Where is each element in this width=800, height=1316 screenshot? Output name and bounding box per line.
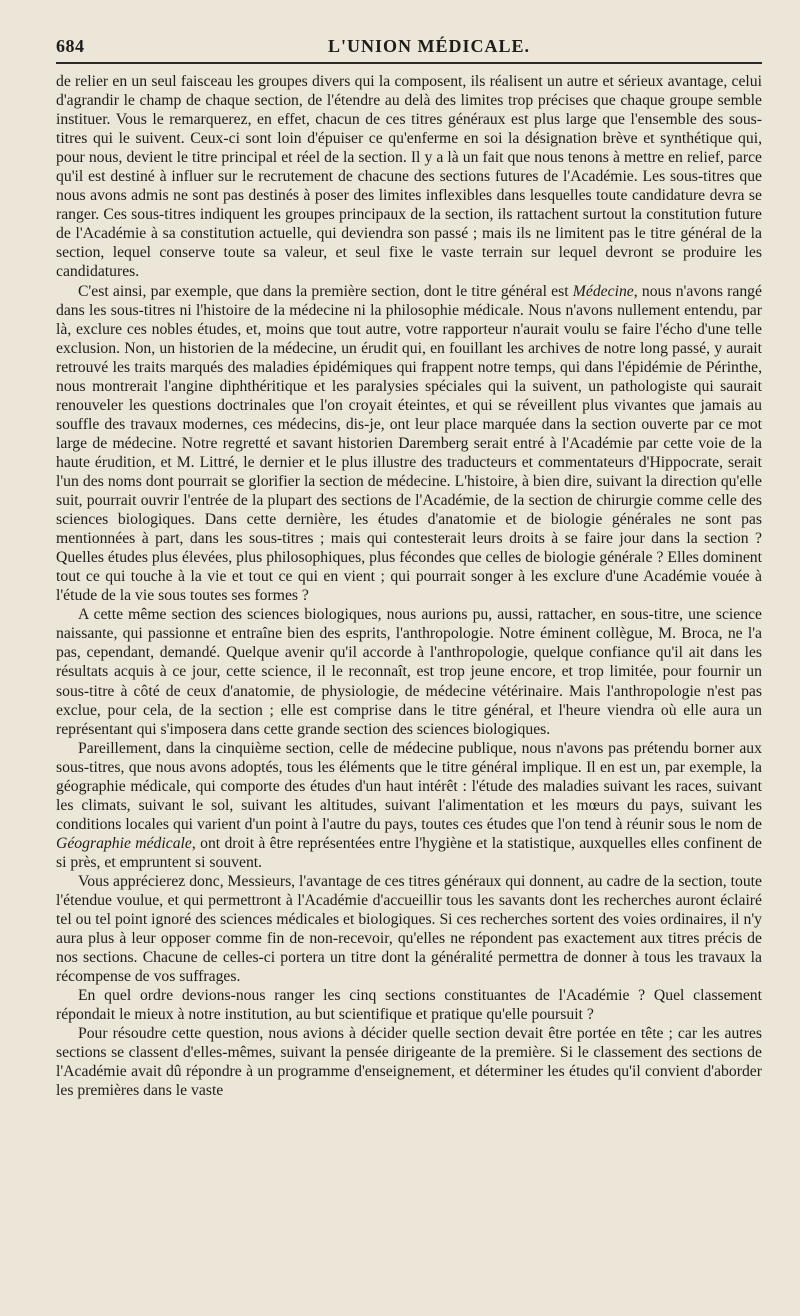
body-text	[56, 72, 762, 1101]
paragraph-4-emphasis: Géographie médicale	[56, 834, 192, 852]
paragraph-4-rest: , ont droit à être représentées entre l'hygiène et la statistique, auxquelles elles confinent de si près, et empruntent si souvent.	[56, 834, 763, 871]
paragraph-7: Pour résoudre cette question, nous avions à décider quelle section devait être portée en tête ; car les autres sections se classent d'elles-mêmes, suivant la pensée dirigeante de la première. Si le classement des sections de l'Académie avait dû répondre à un programme d'enseignement, et déterminer les études qu'il convient d'aborder les premières dans le vaste	[56, 1025, 762, 1100]
paragraph-2	[56, 282, 762, 606]
paragraph-4-start: Pareillement, dans la cinquième section, celle de médecine publique, nous n'avons pas prétendu borner aux sous-titres, que nous avons adoptés, tous les éléments que le titre général implique. Il en est un, par exemple, la géographie médicale, qui comporte des études d'un haut intérêt : l'étude des maladies suivant les races, suivant les climats, suivant le sol, suivant les altitudes, suivant l'alimentation et les mœurs du pays, suivant les conditions locales qui varient d'un point à l'autre du pays, toutes ces études que l'on tend à réunir sous le nom de	[56, 739, 762, 833]
paragraph-5: Vous apprécierez donc, Messieurs, l'avantage de ces titres généraux qui donnent, au cadre de la section, toute l'étendue voulue, et qui permettront à l'Académie d'accueillir tous les savants dont les recherches auront éclairé tel ou tel point ignoré des sciences médicales et biologiques. Si ces recherches sortent des voies ordinaires, il n'y aura plus à leur opposer comme fin de non-recevoir, qu'elles ne répondent pas exactement aux titres précis de nos sections. Chacune de celles-ci portera un titre dont la généralité permettra de donner à tous les travaux la récompense de vos suffrages.	[56, 872, 762, 986]
header-rule	[56, 62, 762, 64]
paragraph-1: de relier en un seul faisceau les groupes divers qui la composent, ils réalisent un autre et sérieux avantage, celui d'agrandir le champ de chaque section, de l'étendre au delà des limites trop précises que chaque groupe semble instituer. Vous le remarquerez, en effet, chacun de ces titres généraux est plus large que l'ensemble des sous-titres qui le suivent. Ceux-ci sont loin d'épuiser ce qu'enferme en soi la désignation brève et synthétique qui, pour nous, devient le titre principal et réel de la section. Il y a là un fait que nous tenons à mettre en relief, parce qu'il est destiné à influer sur le recrutement de chacune des sections futures de l'Académie. Les sous-titres que nous avons admis ne sont pas destinés à poser des limites inflexibles dans lesquelles toute candidature devra se ranger. Ces sous-titres indiquent les groupes principaux de la section, ils rattachent surtout la constitution future de l'Académie à sa constitution actuelle, qui deviendra son passé ; mais ils ne limitent pas le titre général de la section, lequel conserve toute sa valeur, et seul fixe le vaste terrain sur lequel devront se produire les candidatures.	[56, 73, 762, 281]
paragraph-3: A cette même section des sciences biologiques, nous aurions pu, aussi, rattacher, en sous-titre, une science naissante, qui passionne et entraîne bien des esprits, l'anthropologie. Notre éminent collègue, M. Broca, ne l'a pas, cependant, demandé. Quelque avenir qu'il accorde à l'anthropologie, quelque confiance qu'il ait dans les résultats acquis à ce jour, cette science, il le reconnaît, est trop jeune encore, et trop limitée, pour fournir un sous-titre à côté de ceux d'anatomie, de physiologie, de médecine vétérinaire. Mais l'anthropologie n'est pas exclue, pour cela, de la section ; elle est comprise dans le titre général, et l'heure viendra où elle aura un représentant qui s'imposera dans cette grande section des sciences biologiques.	[56, 606, 762, 738]
running-title: L'UNION MÉDICALE.	[327, 36, 531, 56]
paragraph-2-emphasis: Médecine	[572, 282, 634, 300]
paragraph-2-start: C'est ainsi, par exemple, que dans la première section, dont le titre général est	[77, 282, 573, 300]
paragraph-6: En quel ordre devions-nous ranger les cinq sections constituantes de l'Académie ? Quel classement répondait le mieux à notre institution, au but scientifique et pratique qu'elle poursuit ?	[56, 987, 762, 1024]
paragraph-4	[56, 739, 762, 872]
paragraph-2-rest: , nous n'avons rangé dans les sous-titres ni l'histoire de la médecine ni la philosophie médicale. Nous n'avons nullement entendu, par là, exclure ces nobles études, et, moins que tout autre, votre rapporteur n'aurait voulu se faire l'écho d'une telle exclusion. Non, un historien de la médecine, un érudit qui, en fouillant les archives de notre long passé, y aurait retrouvé les traits marqués des maladies épidémiques qui frappent notre temps, qui dans l'épidémie de Périnthe, nous montrerait l'angine diphthéritique et les paralysies spéciales qui la suivent, un pathologiste qui saurait renouveler les questions doctrinales que l'on croyait éteintes, et qui se réveillent plus vivantes que jamais au souffle des travaux modernes, ces médecins, dis-je, ont leur place marquée dans la section ouverte par ce mot large de médecine. Notre regretté et savant historien Daremberg serait entré à l'Académie par cette voie de la haute érudition, et M. Littré, le dernier et le plus illustre des traducteurs et commentateurs d'Hippocrate, serait l'un des noms dont pourrait se glorifier la section de médecine. L'histoire, à bien dire, suivant la direction qu'elle suit, pourrait ouvrir l'entrée de la plupart des sections de l'Académie, de la section de chirurgie comme celle des sciences biologiques. Dans cette dernière, les études d'anatomie et de biologie générales ne sont pas mentionnées à part, dans les sous-titres ; mais qui contesterait leurs droits à se faire jour dans la section ? Quelles études plus élevées, plus philosophiques, plus fécondes que celles de biologie générale ? Elles dominent tout ce qui touche à la vie et tout ce qui en vient ; qui pourrait songer à les exclure d'une Académie vouée à l'étude de la vie sous toutes ses formes ?	[56, 282, 762, 605]
page-header	[56, 26, 762, 60]
page-number: 684	[56, 36, 85, 56]
